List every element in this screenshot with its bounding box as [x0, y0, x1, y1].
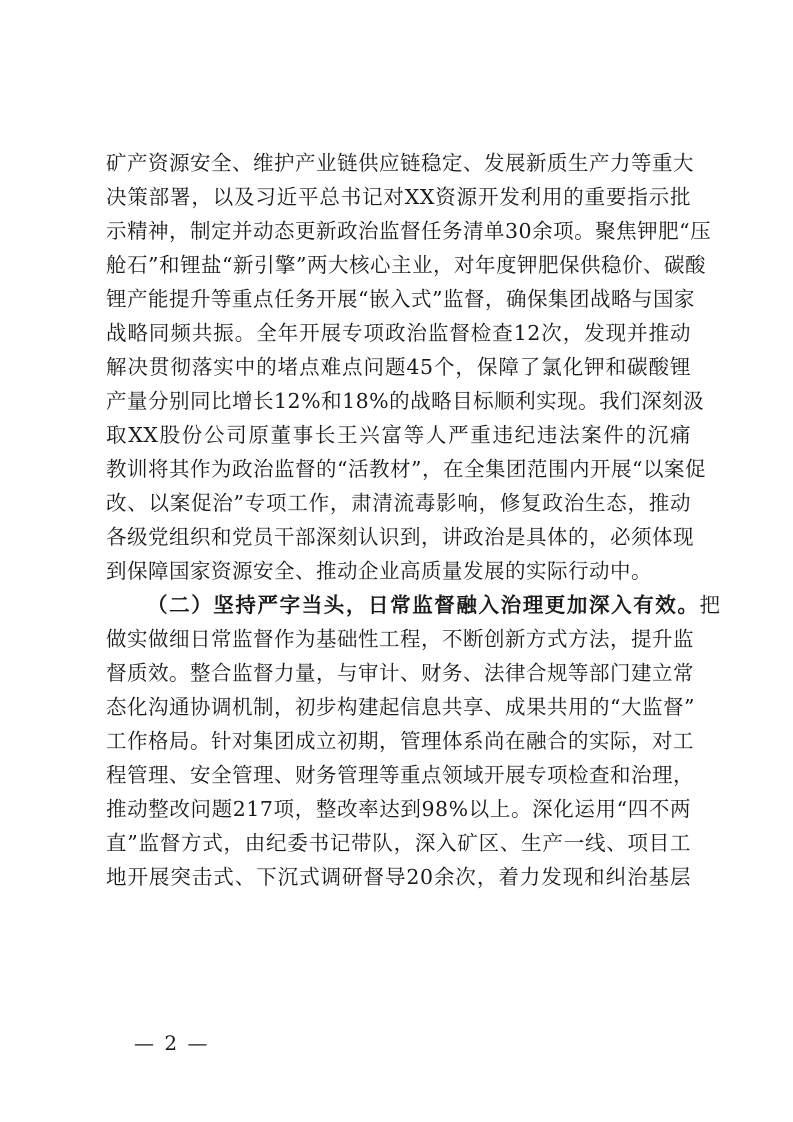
- text-line: 程管理、安全管理、财务管理等重点领域开展专项检查和治理，: [106, 763, 694, 787]
- text-line: 改、以案促治”专项工作，肃清流毒影响，修复政治生态，推动: [106, 491, 691, 515]
- section-heading-line: [106, 588, 721, 622]
- body-text: [106, 146, 721, 894]
- text-line: 教训将其作为政治监督的“活教材”，在全集团范围内开展“以案促: [106, 457, 706, 481]
- text-line: 取XX股份公司原董事长王兴富等人严重违纪违法案件的沉痛: [106, 423, 691, 447]
- text-line: 做实做细日常监督作为基础性工程，不断创新方式方法，提升监: [106, 627, 694, 651]
- section-heading: （二）坚持严字当头，日常监督融入治理更加深入有效。: [147, 593, 700, 617]
- text-line: 各级党组织和党员干部深刻认识到，讲政治是具体的，必须体现: [106, 525, 694, 549]
- text-line: 决策部署，以及习近平总书记对XX资源开发利用的重要指示批: [106, 185, 691, 209]
- text-line: 推动整改问题217项，整改率达到98%以上。深化运用“四不两: [106, 797, 691, 821]
- text-line: 矿产资源安全、维护产业链供应链稳定、发展新质生产力等重大: [106, 151, 694, 175]
- section-heading-continuation: 把: [699, 593, 721, 617]
- text-line: 地开展突击式、下沉式调研督导20余次，着力发现和纠治基层: [106, 865, 691, 889]
- text-line: 解决贯彻落实中的堵点难点问题45个，保障了氯化钾和碳酸锂: [106, 355, 691, 379]
- text-line: 工作格局。针对集团成立初期，管理体系尚在融合的实际，对工: [106, 729, 694, 753]
- text-line: 示精神，制定并动态更新政治监督任务清单30余项。聚焦钾肥“压: [106, 219, 712, 243]
- text-line: 直”监督方式，由纪委书记带队，深入矿区、生产一线、项目工: [106, 831, 691, 855]
- text-line: 督质效。整合监督力量，与审计、财务、法律合规等部门建立常: [106, 661, 694, 685]
- page-number: — 2 —: [134, 1031, 210, 1055]
- text-line: 战略同频共振。全年开展专项政治监督检查12次，发现并推动: [106, 321, 691, 345]
- text-line: 到保障国家资源安全、推动企业高质量发展的实际行动中。: [106, 559, 652, 583]
- text-line: 舱石”和锂盐“新引擎”两大核心主业，对年度钾肥保供稳价、碳酸: [106, 253, 706, 277]
- text-line: 态化沟通协调机制，初步构建起信息共享、成果共用的“大监督”: [106, 695, 695, 719]
- text-line: 产量分别同比增长12%和18%的战略目标顺利实现。我们深刻汲: [106, 389, 705, 413]
- text-line: 锂产能提升等重点任务开展“嵌入式”监督，确保集团战略与国家: [106, 287, 695, 311]
